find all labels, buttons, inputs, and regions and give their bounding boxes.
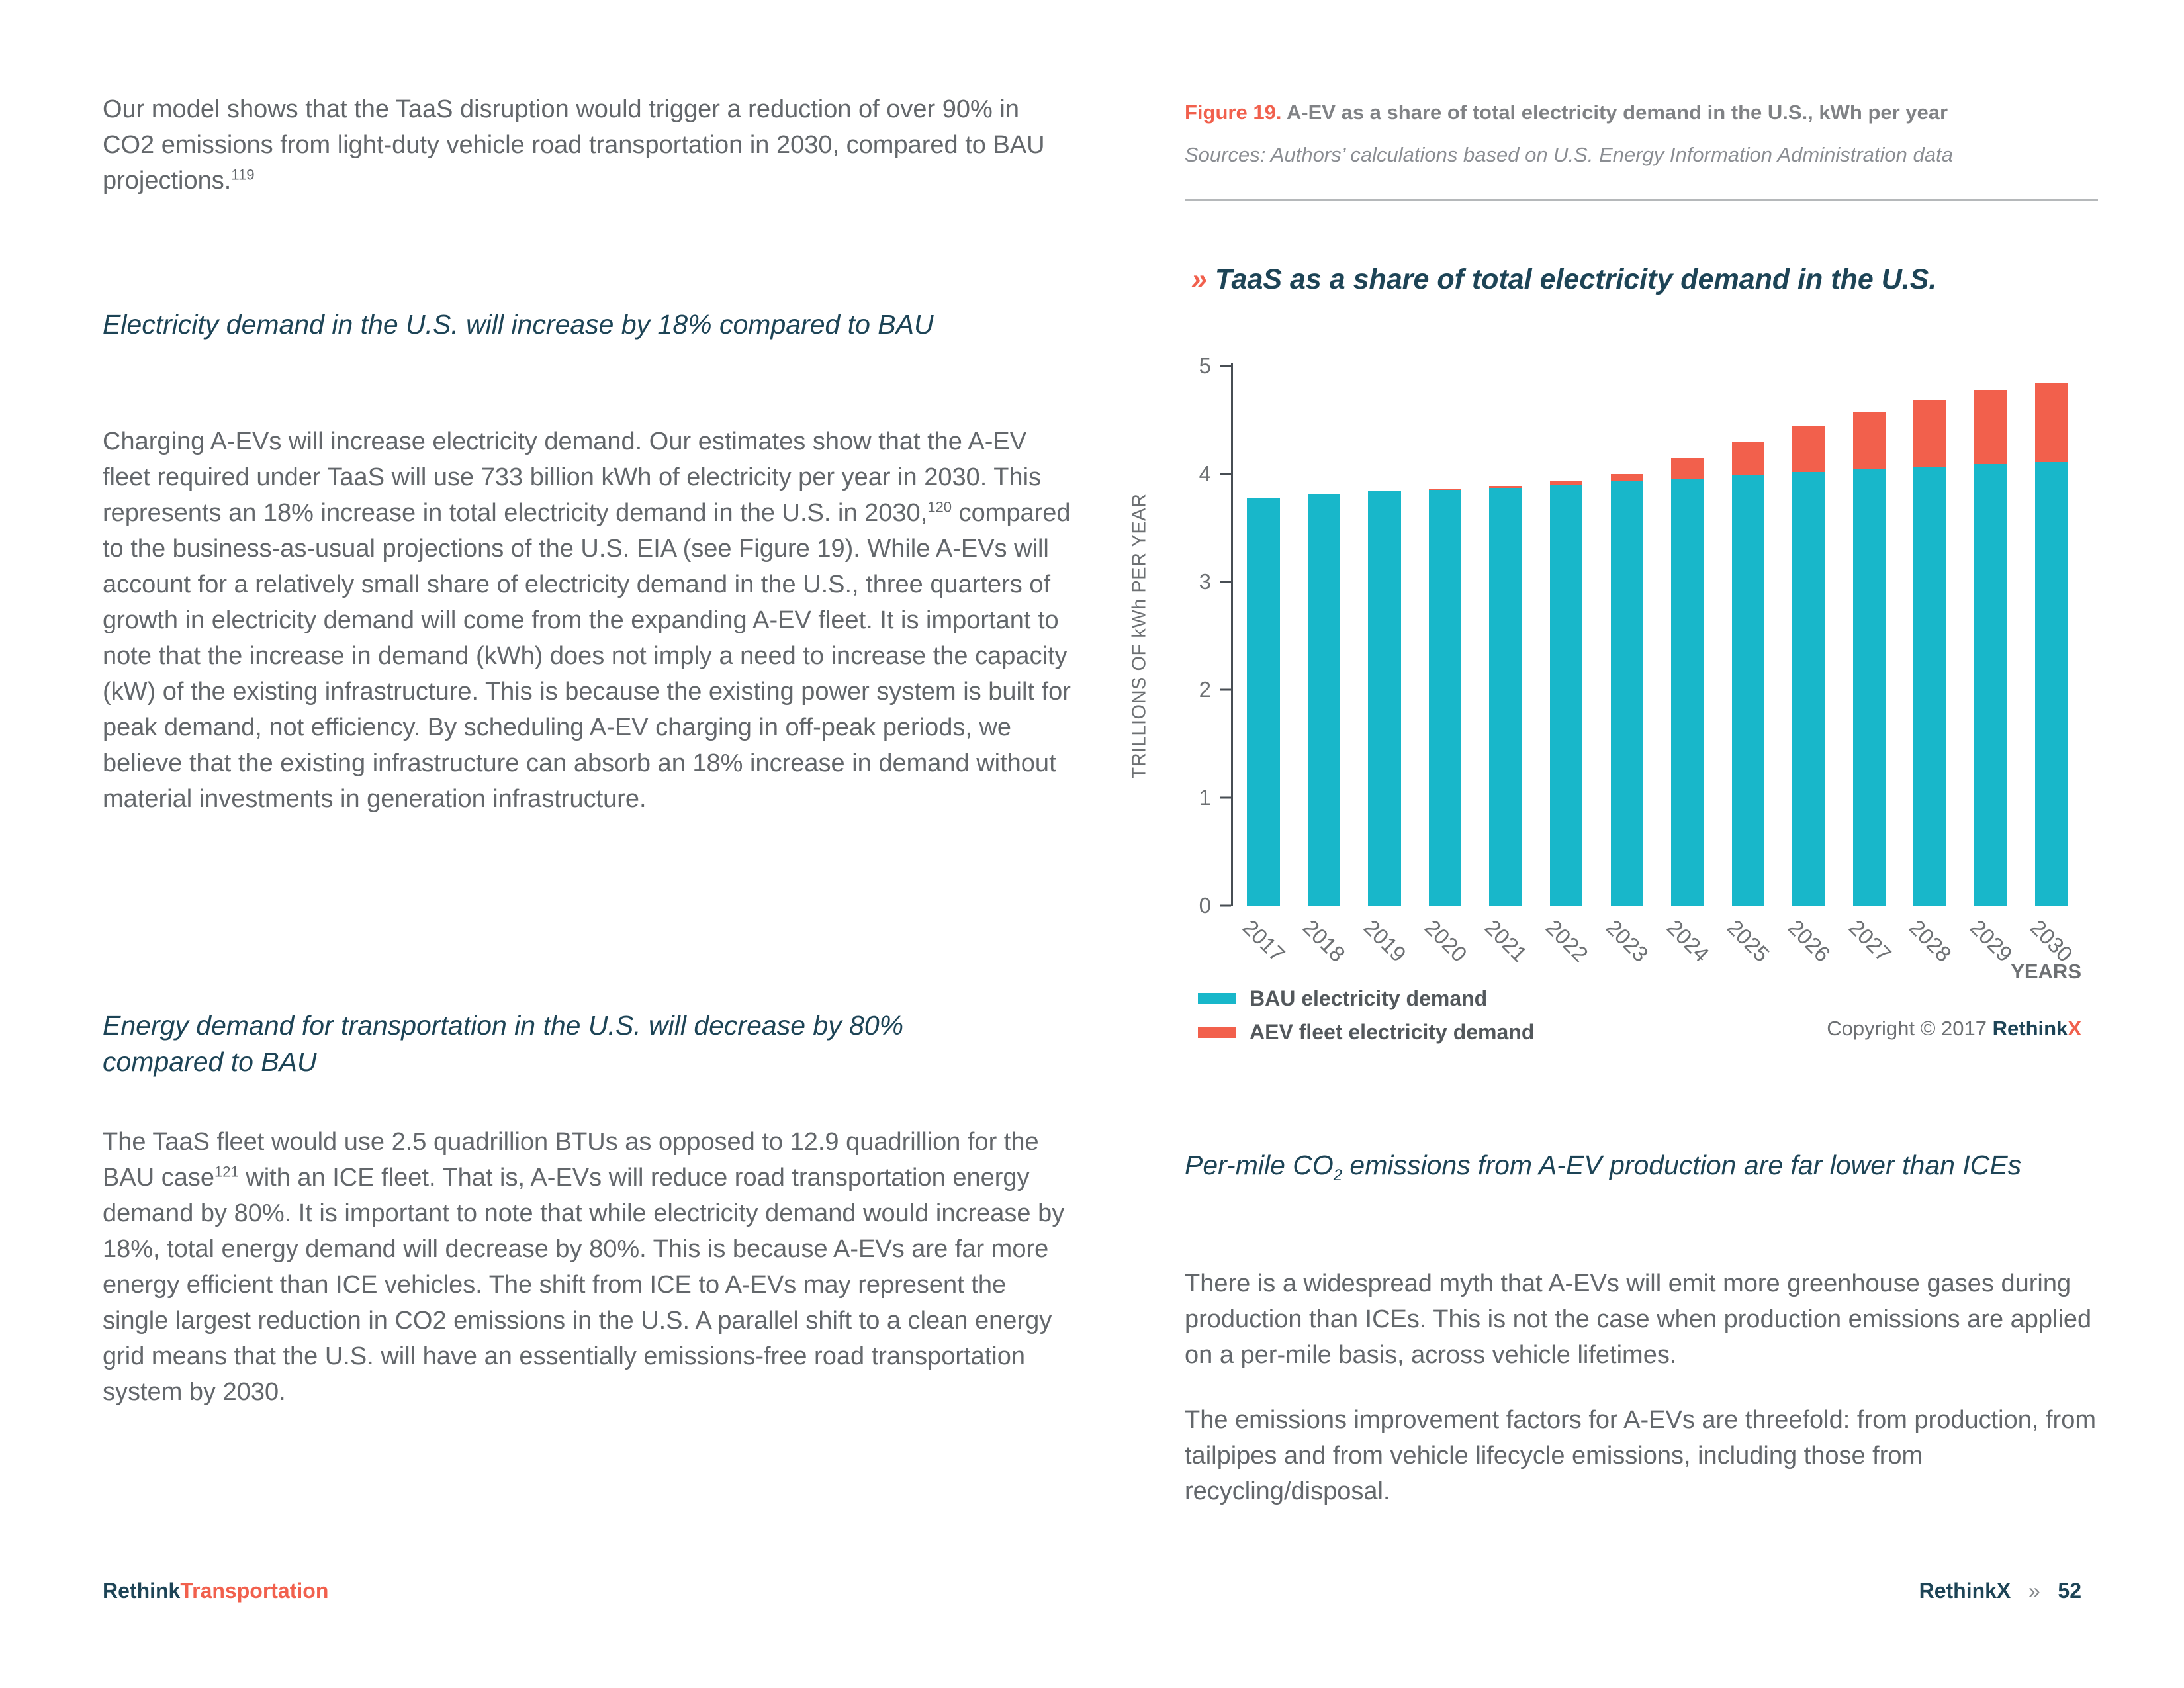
bar-2024 <box>1657 366 1718 906</box>
x-label-2018: 2018 <box>1298 915 1351 967</box>
energy-demand-paragraph: The TaaS fleet would use 2.5 quadrillion BTUs as opposed to 12.9 quadrillion for the BAU case$^{121}$ with an ICE fleet. That is, A-EVs will reduce road transportation energy demand by 80%. It is important to note that while electricity demand would increase by 18%, total energy demand will decrease by 80%. This is because A-EVs are far more energy efficient than ICE vehicles. The shift from ICE to A-EVs may represent the single largest reduction in CO2 emissions in the U.S. A parallel shift to a clean energy grid means that the U.S. will have an essentially emissions-free road transportation system by 2030. <box>103 1128 1065 1406</box>
bar-2020 <box>1415 366 1476 906</box>
bar-2026 <box>1778 366 1839 906</box>
x-label-2023: 2023 <box>1602 915 1654 967</box>
bar-2021 <box>1475 366 1536 906</box>
chart-y-axis: 0 1 2 3 4 5 <box>1125 366 1231 906</box>
chart-x-labels-wrap <box>1233 906 2081 992</box>
x-label-2027: 2027 <box>1844 915 1896 967</box>
bar-2029 <box>1960 366 2021 906</box>
electricity-demand-chart <box>1125 353 2081 1044</box>
footer-page-number: RethinkX » 52 <box>1919 1579 2081 1603</box>
section-heading-electricity-demand: Electricity demand in the U.S. will increase by 18% compared to BAU <box>103 309 934 340</box>
section-heading-energy-demand: Energy demand for transportation in the U.S. will decrease by 80% compared to BAU <box>103 1010 904 1077</box>
x-label-2019: 2019 <box>1359 915 1411 967</box>
bar-2023 <box>1596 366 1657 906</box>
x-label-2025: 2025 <box>1723 915 1775 967</box>
chart-legend <box>1198 986 1534 1045</box>
legend-item: BAU electricity demand <box>1198 986 1534 1011</box>
electricity-demand-paragraph: Charging A-EVs will increase electricity demand. Our estimates show that the A-EV fleet required under TaaS will use 733 billion kWh of electricity per year in 2030. This represents an 18% increase in total electricity demand in the U.S. in 2030,$^{120}$ compared to the business-as-usual projections of the U.S. EIA (see Figure 19). While A-EVs will account for a relatively small share of electricity demand in the U.S., three quarters of growth in electricity demand will come from the expanding A-EV fleet. It is important to note that the increase in demand (kWh) does not imply a need to increase the capacity (kW) of the existing infrastructure. This is because the existing power system is built for peak demand, not efficiency. By scheduling A-EV charging in off-peak periods, we believe that the existing infrastructure can absorb an 18% increase in demand without material investments in generation infrastructure. <box>103 428 1071 813</box>
x-label-2026: 2026 <box>1783 915 1835 967</box>
x-axis-title: YEARS <box>2011 960 2081 983</box>
figure-caption: Figure 19. A-EV as a share of total electricity demand in the U.S., kWh per year <box>1185 101 1948 124</box>
legend-swatch <box>1198 993 1236 1004</box>
x-label-2020: 2020 <box>1420 915 1472 967</box>
x-label-2024: 2024 <box>1662 915 1714 967</box>
chart-x-labels <box>1233 906 2081 992</box>
intro-paragraph: Our model shows that the TaaS disruption would trigger a reduction of over 90% in CO2 emissions from light-duty vehicle road transportation in 2030, compared to BAU projections.$^{119}$ <box>103 95 1045 195</box>
chart-plot <box>1233 366 2081 906</box>
x-label-2028: 2028 <box>1904 915 1957 967</box>
chart-copyright: Copyright © 2017 RethinkX <box>1827 1017 2081 1040</box>
legend-swatch <box>1198 1027 1236 1038</box>
x-label-2030: 2030 <box>2026 915 2078 967</box>
x-label-2021: 2021 <box>1480 915 1533 967</box>
y-axis-title: TRILLIONS OF kWh PER YEAR <box>1128 493 1150 778</box>
per-mile-co2-paragraph-2: The emissions improvement factors for A-EVs are threefold: from production, from tailpipes and from vehicle lifecycle emissions, including those from recycling/disposal. <box>1185 1406 2096 1505</box>
bar-2027 <box>1839 366 1900 906</box>
section-heading-per-mile-co2: Per-mile $CO_2$ emissions from A-EV production are far lower than ICEs <box>1185 1150 2022 1185</box>
bar-2018 <box>1294 366 1355 906</box>
bar-2030 <box>2021 366 2082 906</box>
figure-divider <box>1185 199 2098 201</box>
figure-sources: Sources: Authors’ calculations based on U.S. Energy Information Administration data <box>1185 143 1953 166</box>
x-label-2029: 2029 <box>1965 915 2017 967</box>
x-label-2017: 2017 <box>1238 915 1290 967</box>
legend-item: AEV fleet electricity demand <box>1198 1020 1534 1045</box>
bar-2025 <box>1718 366 1779 906</box>
per-mile-co2-paragraph-1: There is a widespread myth that A-EVs will emit more greenhouse gases during production than ICEs. This is not the case when production emissions are applied on a per-mile basis, across vehicle lifetimes. <box>1185 1270 2092 1369</box>
footer-brand: RethinkTransportation <box>103 1579 329 1603</box>
bar-2022 <box>1536 366 1597 906</box>
bar-2017 <box>1233 366 1294 906</box>
bar-2028 <box>1899 366 1960 906</box>
x-label-2022: 2022 <box>1541 915 1593 967</box>
chart-title: » TaaS as a share of total electricity demand in the U.S. <box>1191 263 1937 295</box>
bar-2019 <box>1354 366 1415 906</box>
